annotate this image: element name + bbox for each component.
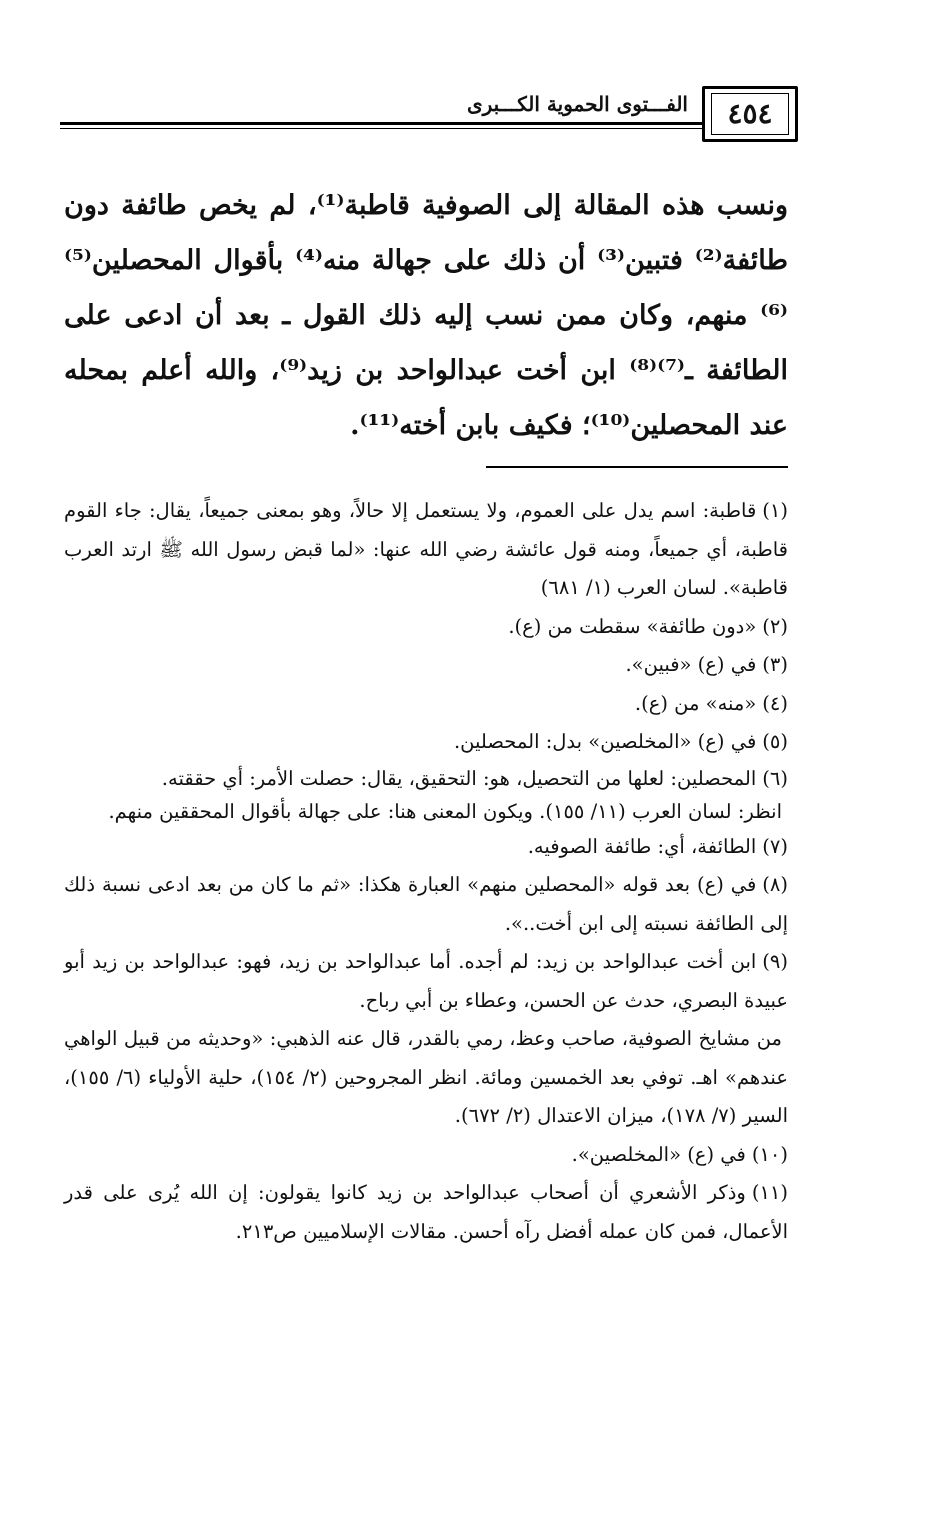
footnote-3 — [64, 646, 788, 685]
footnote-text: الطائفة، أي: طائفة الصوفيه. — [527, 834, 757, 858]
header-title: الفـــتوى الحموية الكـــبرى — [466, 92, 688, 116]
header-rule-thick — [60, 122, 798, 125]
page-number: ٤٥٤ — [727, 97, 773, 130]
footnote-2 — [64, 608, 788, 647]
footnote-text: في (ع) «فبين». — [625, 653, 757, 676]
footnote-text: في (ع) «المخلصين». — [571, 1142, 746, 1166]
footnote-1 — [64, 492, 788, 608]
footnote-8 — [64, 866, 788, 943]
footnotes — [64, 492, 788, 1251]
footnote-number: (١) — [762, 499, 788, 522]
footnote-number: (٩) — [762, 950, 788, 973]
footnote-9-continued — [64, 1020, 788, 1136]
footnote-text: في (ع) «المخلصين» بدل: المحصلين. — [453, 730, 757, 753]
footnote-6 — [64, 762, 788, 795]
footnote-number: (٤) — [762, 691, 788, 715]
page-number-box — [702, 86, 798, 142]
main-paragraph: ونسب هذه المقالة إلى الصوفية قاطبة⁽¹⁾، لم يخص طائفة دون طائفة⁽²⁾ فتبين⁽³⁾ أن ذلك على جهالة منه⁽⁴⁾ بأقوال المحصلين⁽⁵⁾⁽⁶⁾ منهم، وكان ممن نسب إليه ذلك القول ـ بعد أن ادعى على الطائفة ـ⁽⁷⁾⁽⁸⁾ ابن أخت عبدالواحد بن زيد⁽⁹⁾، والله أعلم بمحله عند المحصلين⁽¹⁰⁾؛ فكيف بابن أخته⁽¹¹⁾. — [64, 190, 789, 441]
footnote-text: ابن أخت عبدالواحد بن زيد: لم أجده. أما عبدالواحد بن زيد، فهو: عبدالواحد بن زيد أبو عبيدة البصري، حدث عن الحسن، وعطاء بن أبي رباح. — [64, 950, 788, 1012]
footnote-11 — [64, 1174, 788, 1251]
footnote-7 — [64, 828, 788, 867]
footnote-text: وذكر الأشعري أن أصحاب عبدالواحد بن زيد كانوا يقولون: إن الله يُرى على قدر الأعمال، فمن كان عمله أفضل رآه أحسن. مقالات الإسلاميين ص٢١٣. — [64, 1181, 788, 1243]
running-header — [60, 92, 798, 124]
footnote-6-continued — [64, 795, 788, 828]
footnote-number: (٥) — [762, 730, 788, 753]
header-rule-thin — [60, 128, 798, 129]
footnote-text: المحصلين: لعلها من التحصيل، هو: التحقيق، يقال: حصلت الأمر: أي حققته. — [161, 766, 757, 790]
footnote-divider — [486, 466, 788, 468]
footnote-10 — [64, 1136, 788, 1175]
footnote-text: «دون طائفة» سقطت من (ع). — [508, 614, 757, 638]
footnote-text: من مشايخ الصوفية، صاحب وعظ، رمي بالقدر، قال عنه الذهبي: «وحديثه من قبيل الواهي عندهم» اهـ. توفي بعد الخمسين ومائة. انظر المجروحين (٢/ ١٥٤)، حلية الأولياء (٦/ ١٥٥)، السير (٧/ ١٧٨)، ميزان الاعتدال (٢/ ٦٧٢). — [64, 1027, 788, 1127]
footnote-number: (٦) — [762, 766, 788, 790]
footnote-number: (٢) — [762, 614, 788, 638]
footnote-text: في (ع) بعد قوله «المحصلين منهم» العبارة هكذا: «ثم ما كان من بعد ادعى نسبة ذلك إلى الطائفة نسبته إلى ابن أخت..». — [64, 873, 788, 935]
footnote-number: (١١) — [751, 1181, 788, 1204]
footnote-text: «منه» من (ع). — [634, 691, 757, 715]
footnote-number: (١٠) — [751, 1142, 788, 1166]
main-text — [64, 178, 788, 453]
footnote-text: قاطبة: اسم يدل على العموم، ولا يستعمل إلا حالاً، وهو بمعنى جميعاً، يقال: جاء القوم قاطبة، أي جميعاً، ومنه قول عائشة رضي الله عنها: «لما قبض رسول الله ﷺ ارتد العرب قاطبة». لسان العرب (١/ ٦٨١) — [64, 499, 788, 599]
footnote-5 — [64, 723, 788, 762]
footnote-number: (٧) — [762, 834, 788, 858]
footnote-number: (٨) — [762, 873, 788, 896]
footnote-9 — [64, 943, 788, 1020]
footnote-text: انظر: لسان العرب (١١/ ١٥٥). ويكون المعنى هنا: على جهالة بأقوال المحققين منهم. — [108, 799, 782, 823]
footnote-4 — [64, 685, 788, 724]
footnote-number: (٣) — [762, 653, 788, 676]
